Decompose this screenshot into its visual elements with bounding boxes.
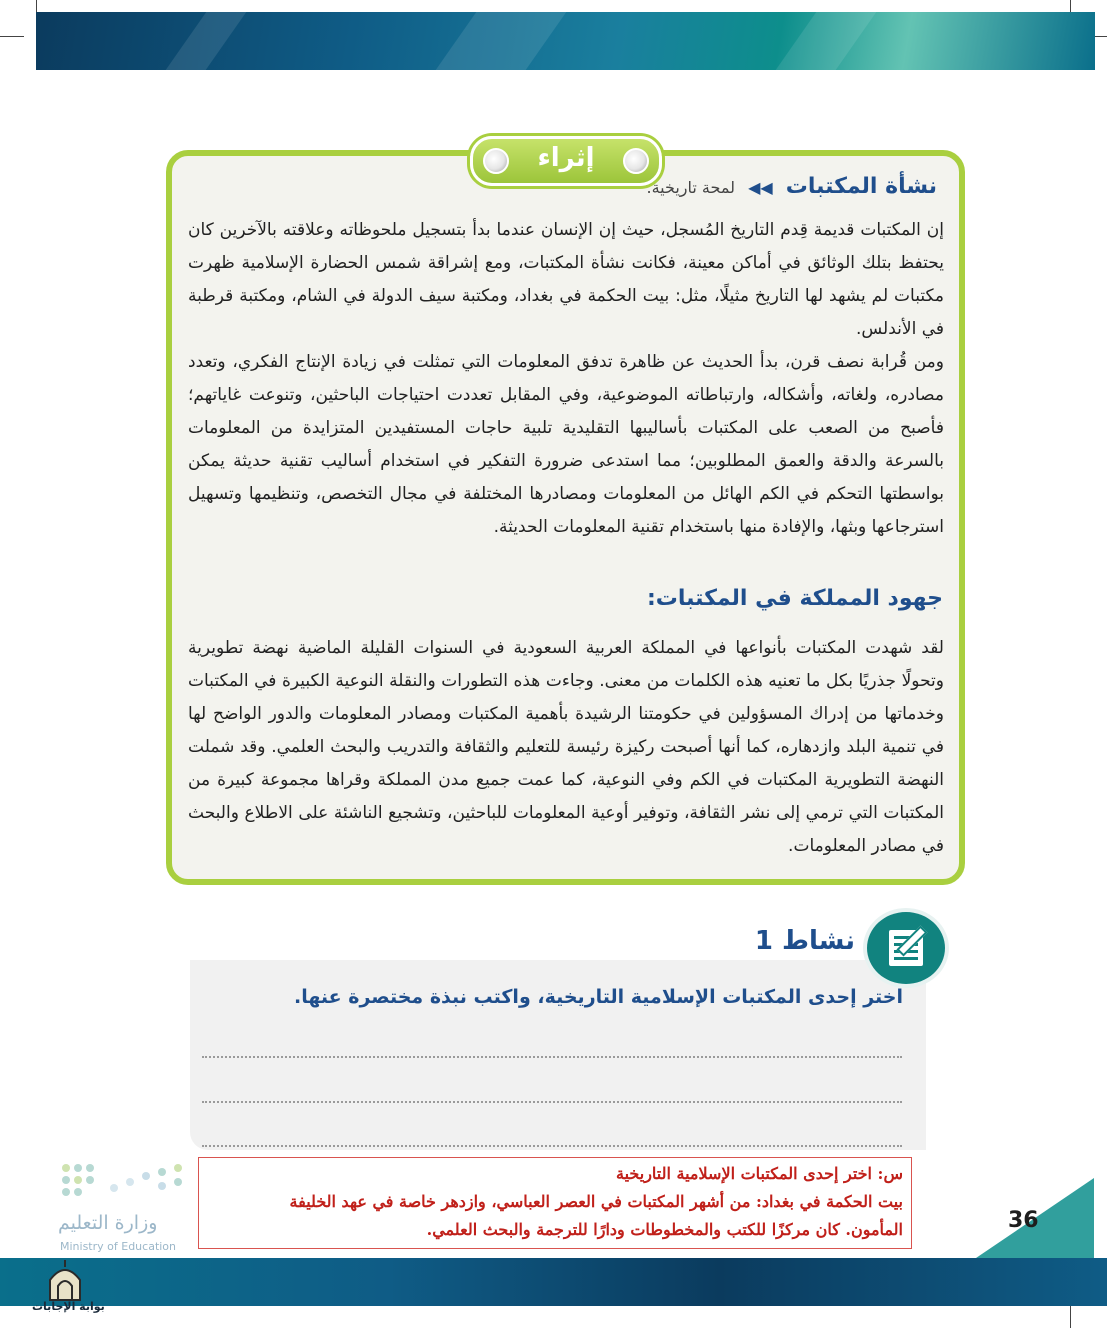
section-header bbox=[337, 174, 937, 206]
bullet-circle-icon bbox=[623, 148, 649, 174]
section-title: نشأة المكتبات bbox=[785, 174, 937, 199]
ministry-name-ar: وزارة التعليم bbox=[58, 1212, 158, 1234]
answer-box bbox=[198, 1157, 912, 1249]
ministry-name-en: Ministry of Education bbox=[60, 1240, 177, 1253]
section-note: لمحة تاريخية. bbox=[646, 178, 735, 197]
paragraph: ومن قُرابة نصف قرن، بدأ الحديث عن ظاهرة تدفق المعلومات التي تمثلت في زيادة الإنتاج الفكري، وتعدد مصادره، ولغاته، وأشكاله، وارتباطاته الموضوعية، وفي المقابل تعددت احتياجات الباحثين، وتنوعت غاياتهم؛ فأصبح من الصعب على المكتبات بأساليبها التقليدية تلبية حاجات المستفيدين المتزايدة من المعلومات بالسرعة والدقة والعمق المطلوبين؛ مما استدعى ضرورة التفكير في استخدام أساليب تقنية حديثة يمكن بواسطتها التحكم في الكم الهائل من المعلومات ومصادرها المختلفة في مجال التخصص، وتنظيمها وتسهيل استرجاعها وبثها، والإفادة منها باستخدام تقنية المعلومات الحديثة. bbox=[188, 352, 944, 537]
activity-title: نشاط 1 bbox=[754, 926, 855, 956]
answer-line-3: المأمون. كان مركزًا للكتب والمخطوطات ودارًا للترجمة والبحث العلمي. bbox=[426, 1220, 903, 1239]
top-banner bbox=[36, 12, 1095, 70]
answer-line[interactable] bbox=[202, 1056, 902, 1058]
paragraph: لقد شهدت المكتبات بأنواعها في المملكة العربية السعودية في السنوات القليلة الماضية نهضة تطويرية وتحولًا جذريًا بكل ما تعنيه هذه الكلمات من معنى. وجاءت هذه التطورات والنقلة النوعية الكبيرة في المكتبات وخدماتها من إدراك المسؤولين في حكومتنا الرشيدة بأهمية المكتبات ومصادر المعلومات والدور الواضح لها في تنمية البلد وازدهاره، كما أنها أصبحت ركيزة رئيسة للتعليم والثقافة والتدريب والبحث العلمي. وقد شملت النهضة التطويرية المكتبات في الكم وفي النوعية، كما عمت جميع مدن المملكة وقراها مجموعة كبيرة من المكتبات التي ترمي إلى نشر الثقافة، وتوفير أوعية المعلومات للباحثين، وتشجيع الناشئة على الاطلاع والبحث في مصادر المعلومات. bbox=[188, 638, 944, 856]
answer-line[interactable] bbox=[202, 1145, 902, 1147]
watermark-text: بوابة الإجابات bbox=[32, 1300, 105, 1313]
page-number: 36 bbox=[1008, 1208, 1039, 1233]
double-arrow-left-icon: ◀◀ bbox=[748, 178, 773, 197]
bottom-banner bbox=[0, 1258, 1107, 1306]
mosque-watermark-icon bbox=[42, 1256, 88, 1302]
crop-mark bbox=[0, 36, 24, 37]
enrichment-tab-label: إثراء bbox=[537, 143, 595, 173]
paragraph: إن المكتبات قديمة قِدم التاريخ المُسجل، حيث إن الإنسان عندما بدأ بتسجيل ملحوظاته وعلاقته بالآخرين كان يحتفظ بتلك الوثائق في أماكن معينة، فكانت نشأة المكتبات، ومع إشراقة شمس الحضارة الإسلامية ظهرت مكتبات لم يشهد لها التاريخ مثيلًا، مثل: بيت الحكمة في بغداد، ومكتبة سيف الدولة في الشام، ومكتبة قرطبة في الأندلس. bbox=[188, 220, 944, 339]
bullet-circle-icon bbox=[483, 148, 509, 174]
answer-line[interactable] bbox=[202, 1101, 902, 1103]
activity-notebook-icon bbox=[867, 912, 945, 984]
ministry-logo bbox=[56, 1160, 196, 1256]
activity-question: اختر إحدى المكتبات الإسلامية التاريخية، واكتب نبذة مختصرة عنها. bbox=[293, 986, 903, 1008]
answer-line-1: س: اختر إحدى المكتبات الإسلامية التاريخية bbox=[616, 1164, 903, 1183]
crop-mark bbox=[1070, 1304, 1071, 1328]
section-title: جهود المملكة في المكتبات: bbox=[647, 586, 943, 611]
answer-line-2: بيت الحكمة في بغداد: من أشهر المكتبات في العصر العباسي، وازدهر خاصة في عهد الخليفة bbox=[289, 1192, 903, 1211]
